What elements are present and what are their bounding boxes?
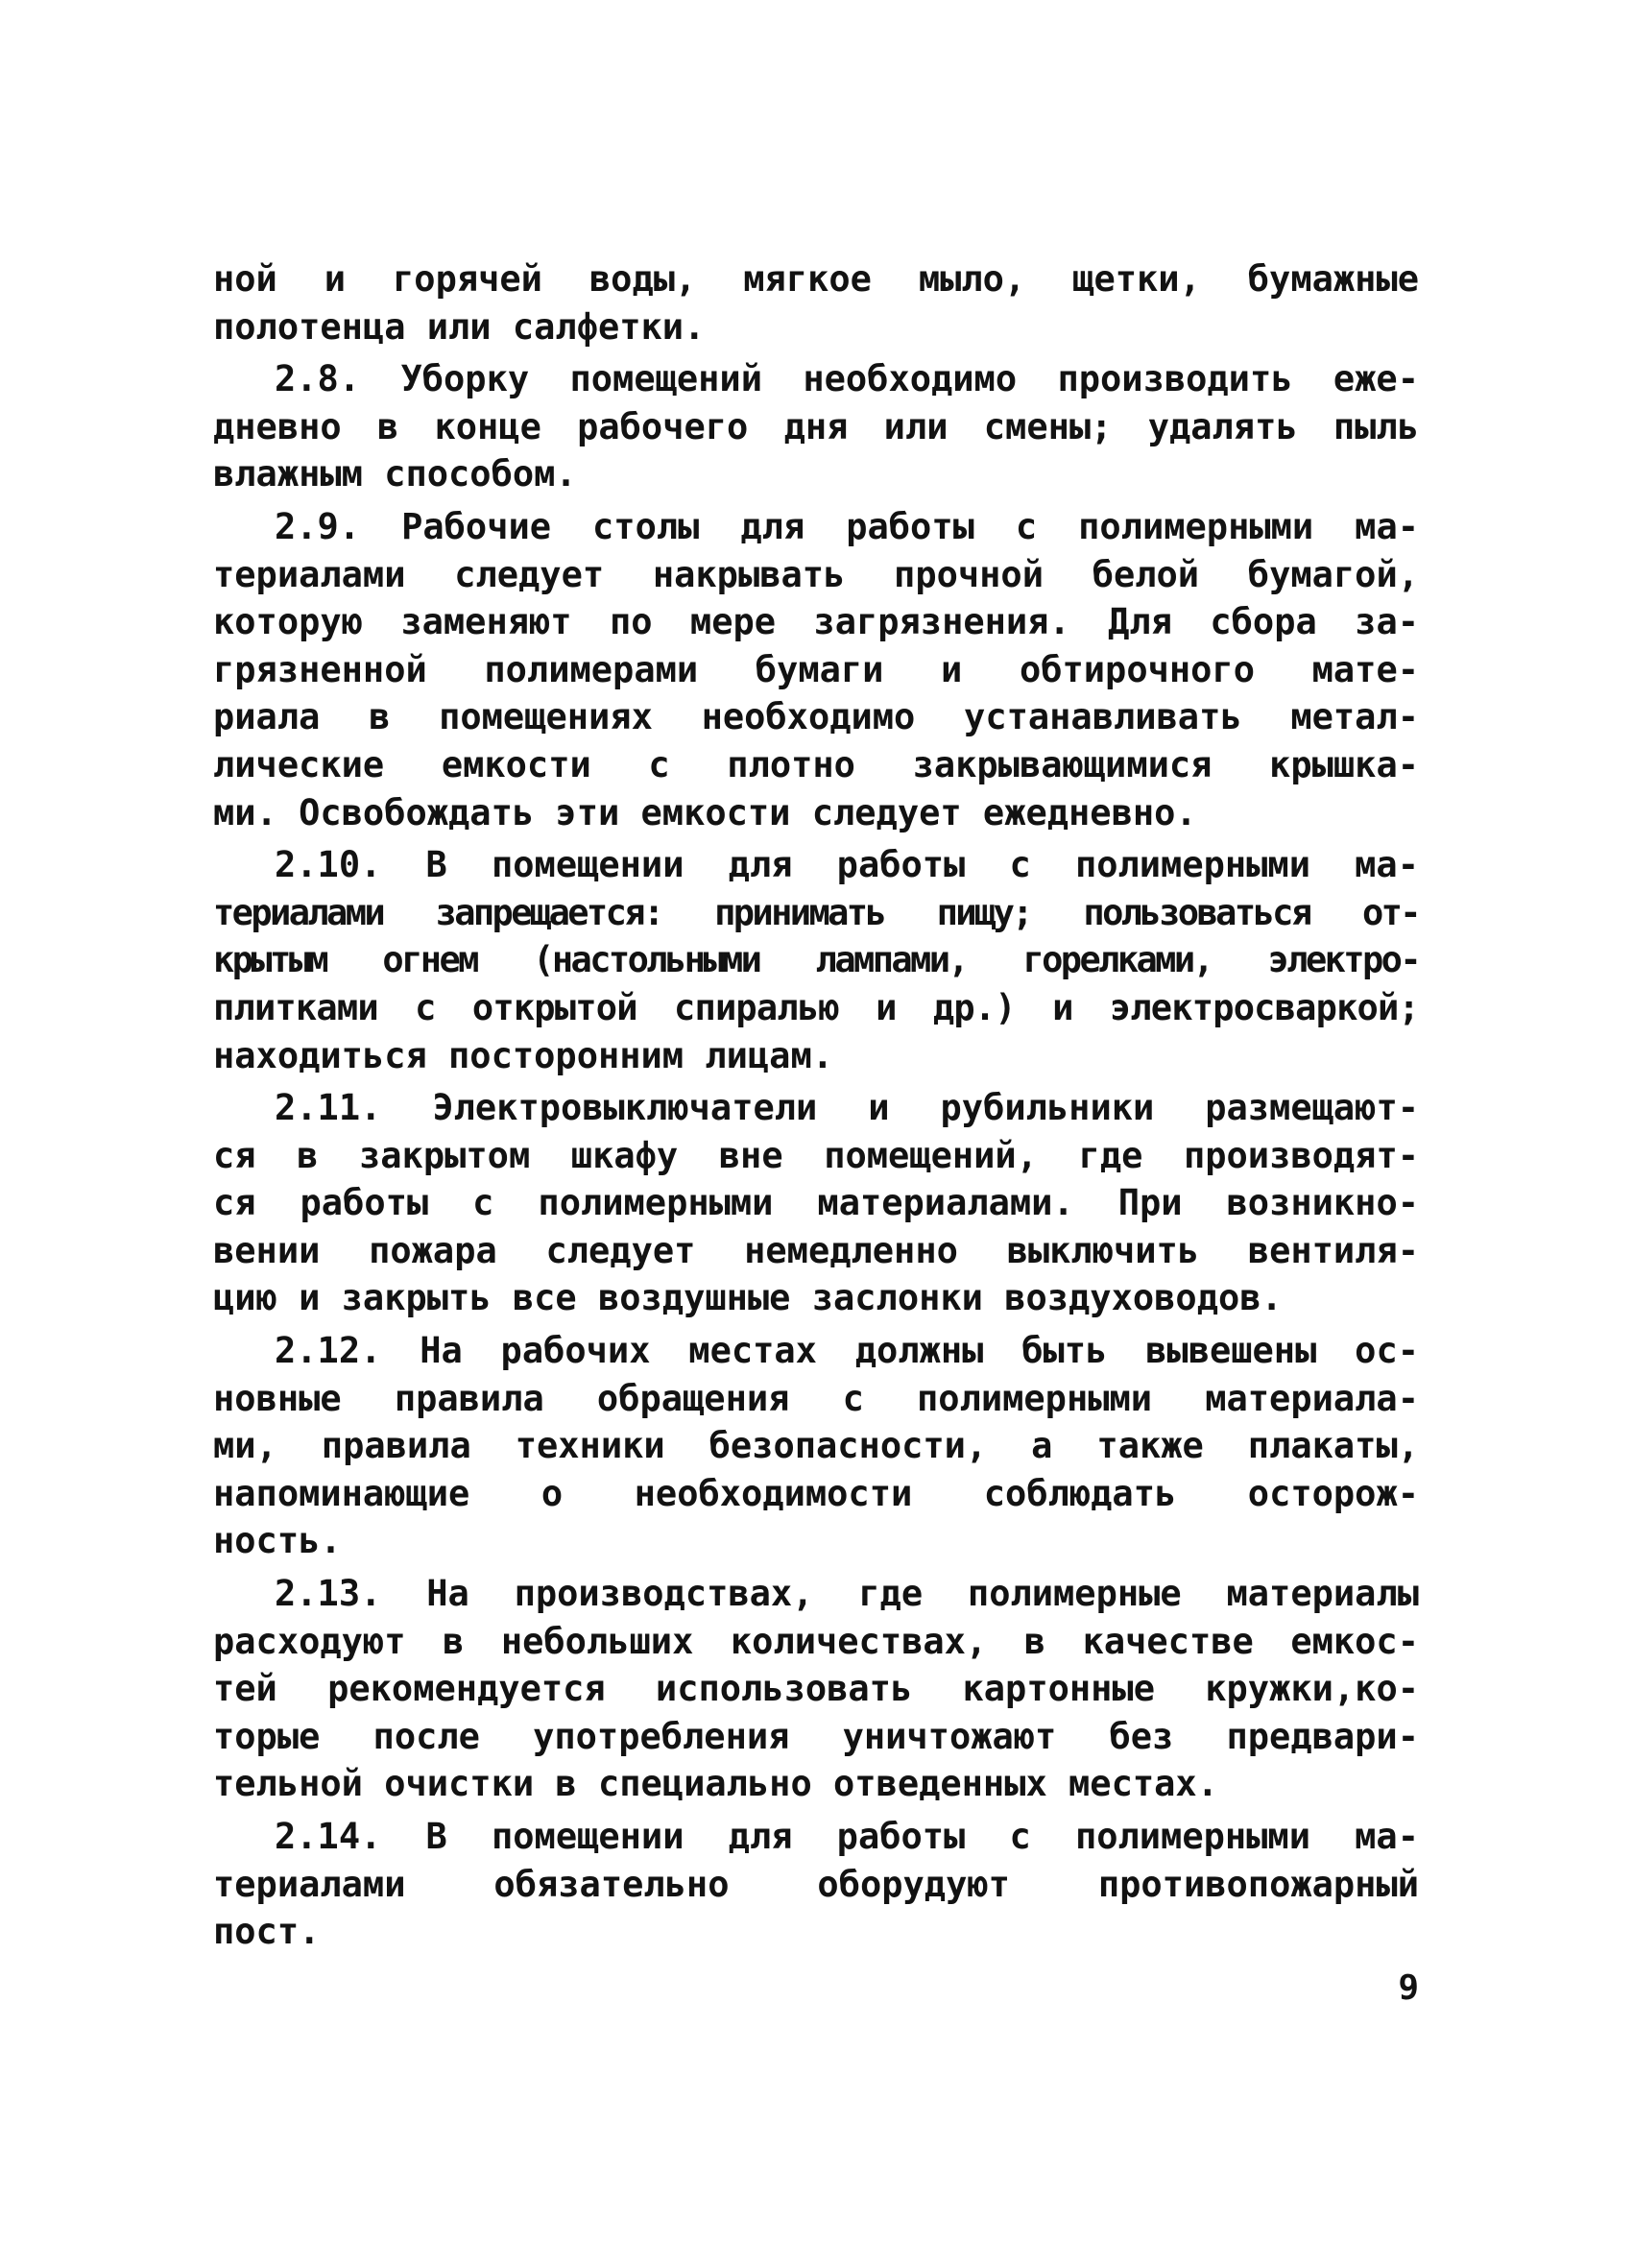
- text-line: тельной очистки в специально отведенных местах.: [213, 1763, 1218, 1805]
- text-line: расходуют в небольших количествах, в качестве емкос-: [213, 1620, 1419, 1662]
- text-line: пост.: [213, 1911, 321, 1953]
- text-line: 2.11. Электровыключатели и рубильники размещают-: [275, 1087, 1419, 1129]
- text-line: которую заменяют по мере загрязнения. Для сбора за-: [213, 601, 1419, 643]
- text-line: новные правила обращения с полимерными материала-: [213, 1377, 1419, 1419]
- paragraph-continuation: [213, 255, 1419, 350]
- text-line: териалами обязательно оборудуют противопожарный: [213, 1863, 1419, 1905]
- text-line: ся в закрытом шкафу вне помещений, где производят-: [213, 1134, 1419, 1176]
- text-line: плитками с открытой спиралью и др.) и электросваркой;: [213, 986, 1419, 1028]
- text-line: 2.9. Рабочие столы для работы с полимерными ма-: [275, 505, 1419, 547]
- text-line: ми, правила техники безопасности, а также плакаты,: [213, 1425, 1419, 1467]
- text-line: 2.12. На рабочих местах должны быть вывешены ос-: [275, 1330, 1419, 1372]
- text-line: напоминающие о необходимости соблюдать осторож-: [213, 1472, 1419, 1514]
- text-line: лические емкости с плотно закрывающимися крышка-: [213, 743, 1419, 785]
- text-line: торые после употребления уничтожают без предвари-: [213, 1715, 1419, 1757]
- paragraph-2-11: [213, 1084, 1419, 1322]
- paragraph-2-10: [213, 841, 1419, 1079]
- text-line: ми. Освобождать эти емкости следует ежедневно.: [213, 791, 1197, 833]
- text-line: ной и горячей воды, мягкое мыло, щетки, бумажные: [213, 258, 1419, 300]
- text-line: находиться посторонним лицам.: [213, 1034, 834, 1076]
- text-line: ся работы с полимерными материалами. При возникно-: [213, 1182, 1419, 1224]
- text-line: дневно в конце рабочего дня или смены; удалять пыль: [213, 405, 1419, 447]
- text-line: вении пожара следует немедленно выключить вентиля-: [213, 1229, 1419, 1271]
- page-number: 9: [1398, 1968, 1419, 2008]
- text-line: ность.: [213, 1520, 342, 1562]
- body-text: [213, 255, 1419, 1961]
- text-line: тей рекомендуется использовать картонные кружки,ко-: [213, 1668, 1419, 1710]
- text-line: грязненной полимерами бумаги и обтирочного мате-: [213, 648, 1419, 690]
- text-line: териалами запрещается: принимать пищу; пользоваться от-: [213, 891, 1419, 933]
- paragraph-2-9: [213, 503, 1419, 836]
- text-line: 2.14. В помещении для работы с полимерными ма-: [275, 1816, 1419, 1857]
- text-line: риала в помещениях необходимо устанавливать метал-: [213, 696, 1419, 738]
- paragraph-2-13: [213, 1570, 1419, 1808]
- text-line: крытым огнем (настольными лампами, горелками, электро-: [213, 939, 1419, 981]
- text-line: цию и закрыть все воздушные заслонки воздуховодов.: [213, 1277, 1283, 1319]
- paragraph-2-8: [213, 355, 1419, 498]
- paragraph-2-14: [213, 1813, 1419, 1956]
- text-line: териалами следует накрывать прочной белой бумагой,: [213, 553, 1419, 595]
- text-line: 2.8. Уборку помещений необходимо производить еже-: [275, 358, 1419, 400]
- text-line: влажным способом.: [213, 453, 577, 495]
- text-line: полотенца или салфетки.: [213, 305, 706, 348]
- text-line: 2.13. На производствах, где полимерные материалы: [275, 1573, 1419, 1615]
- paragraph-2-12: [213, 1327, 1419, 1565]
- text-line: 2.10. В помещении для работы с полимерными ма-: [275, 844, 1419, 886]
